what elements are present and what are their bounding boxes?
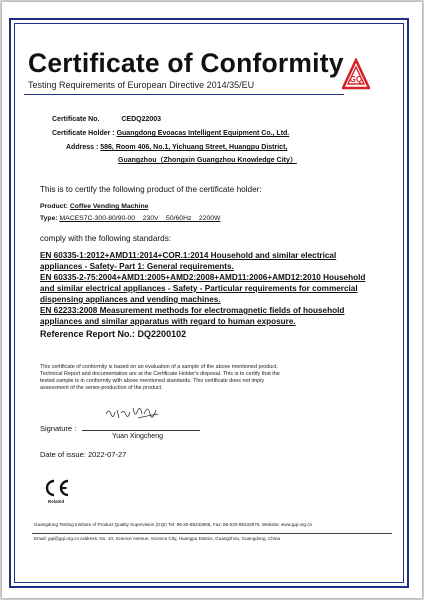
- ce-mark-caption: Related: [48, 499, 65, 504]
- product-row: [40, 203, 148, 210]
- standard-line: and similar electrical appliances - Safety - Particular requirements for commercial: [40, 284, 358, 293]
- signature-label: Signature :: [40, 424, 77, 433]
- address-label: Address :: [66, 144, 99, 151]
- standard-line: EN 60335-2-75:2004+AMD1:2005+AMD2:2008+AMD11:2006+AMD12:2010 Household: [40, 273, 366, 282]
- reference-report-value: DQ2200102: [137, 329, 187, 339]
- date-of-issue-row: [40, 450, 126, 459]
- certificate-holder-value: Guangdong Evoacas Intelligent Equipment Co., Ltd.: [116, 130, 290, 137]
- type-row: [40, 215, 220, 222]
- certificate-number-label: Certificate No.: [52, 116, 100, 123]
- handwritten-signature: [102, 400, 162, 426]
- directive-subtitle: Testing Requirements of European Directive 2014/35/EU: [28, 80, 255, 90]
- svg-text:GQ: GQ: [349, 75, 363, 84]
- comply-statement: comply with the following standards:: [40, 234, 172, 243]
- footer-contact-line: Guangdong Testing Institute of Product Quality Supervision (GQI) Tel: 86-20-89232806, Fax: 86-020-89232876, Website: www.gqi.org.cn: [34, 522, 313, 527]
- ce-mark-icon: [42, 478, 72, 498]
- address-row-2: [118, 155, 297, 165]
- disclaimer-line: assessment of the series-production of the product.: [40, 385, 163, 391]
- certify-statement: This is to certify the following product of the certificate holder:: [40, 185, 262, 194]
- address-line-1: 586, Room 406, No.1, Yichuang Street, Huangpu District,: [100, 144, 288, 151]
- product-value: Coffee Vending Machine: [69, 203, 149, 210]
- certificate-holder-row: [52, 130, 289, 137]
- signature-line: [82, 430, 200, 431]
- product-label: Product:: [40, 203, 68, 210]
- certificate-holder-label: Certificate Holder :: [52, 130, 115, 137]
- signatory-name: Yuan Xingcheng: [112, 433, 163, 440]
- disclaimer-line: Technical Report and documentation are at the Certificate Holder's disposal. This is to certify that the: [40, 371, 280, 377]
- gq-triangle-logo-icon: [342, 58, 370, 92]
- reference-report-row: [40, 329, 186, 339]
- standard-line: appliances and similar apparatus with regard to human exposure.: [40, 317, 296, 326]
- certificate-number-row: [52, 116, 161, 123]
- footer-divider: [32, 533, 392, 534]
- address-line-2: Guangzhou（Zhongxin Guangzhou Knowledge City）: [118, 157, 297, 164]
- date-of-issue-value: 2022-07-27: [87, 450, 127, 459]
- reference-report-label: Reference Report No.:: [40, 329, 136, 339]
- date-of-issue-label: Date of issue:: [40, 450, 86, 459]
- standard-line: appliances - Safety- Part 1: General requirements.: [40, 262, 234, 271]
- disclaimer-line: tested sample is in conformity with above mentioned standards. This certificate does not imply: [40, 378, 265, 384]
- certificate-title: Certificate of Conformity: [28, 48, 344, 78]
- standard-line: dispensing appliances and vending machines.: [40, 295, 221, 304]
- standard-line: EN 62233:2008 Measurement methods for electromagnetic fields of household: [40, 306, 345, 315]
- footer-address-line: Email: gqi@gqi.org.cn Address: No. 10, Science Avenue, Science City, Huangpu District, Guangzhou, Guangdong, China: [34, 536, 281, 541]
- address-row: [66, 144, 287, 151]
- title-divider: [24, 94, 344, 95]
- type-label: Type:: [40, 215, 58, 222]
- disclaimer-line: This certificate of conformity is based on an evaluation of a sample of the above mentioned product.: [40, 364, 278, 370]
- standard-line: EN 60335-1:2012+AMD11:2014+COR.1:2014 Household and similar electrical: [40, 251, 337, 260]
- certificate-number-value: CEDQ22003: [121, 116, 162, 123]
- type-value: MACES7C-300-80/90-00 230V 50/60Hz 2200W: [59, 215, 221, 222]
